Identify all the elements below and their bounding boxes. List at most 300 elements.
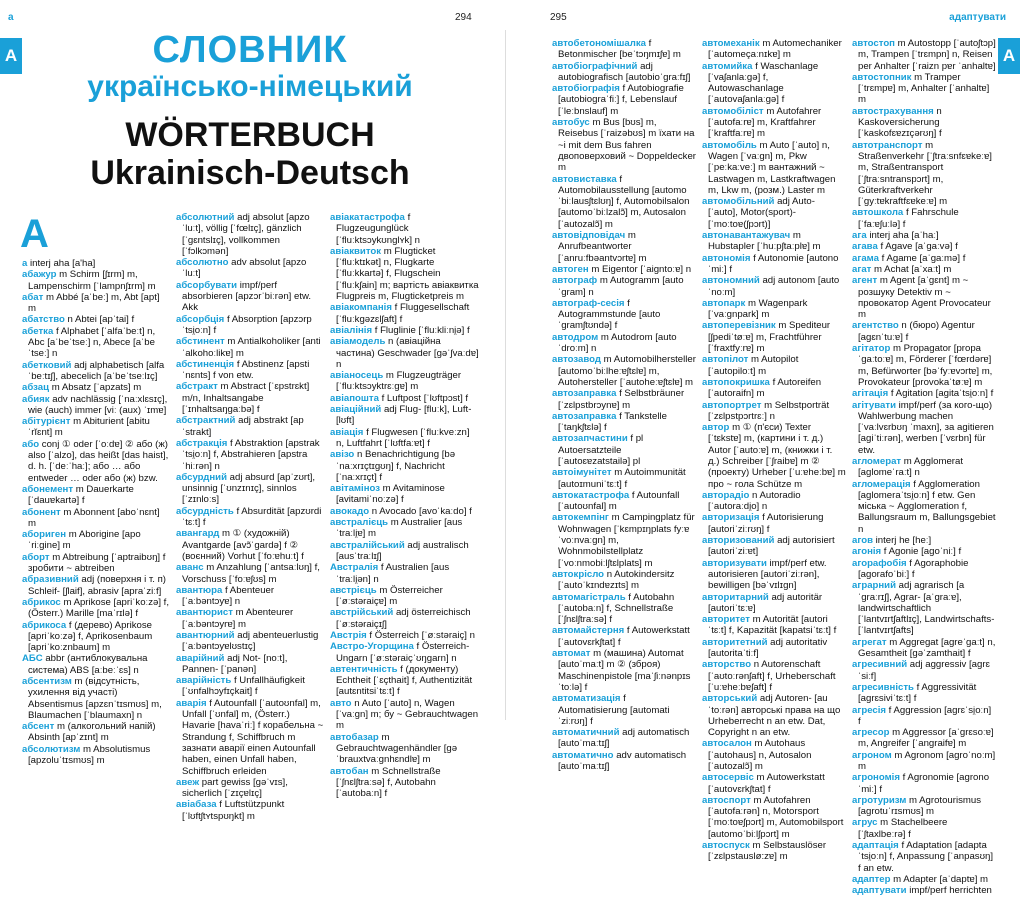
dictionary-entry: [552, 332, 696, 355]
headword: абсолютний: [176, 212, 235, 223]
headword: абатство: [22, 314, 65, 326]
headword: аварійний: [176, 652, 225, 664]
dictionary-entry: [852, 72, 996, 106]
headword: або: [22, 438, 40, 450]
headword: Австрія: [330, 629, 367, 641]
dictionary-entry: [702, 253, 846, 276]
dictionary-entry: [852, 241, 996, 252]
definition: f Agronomie [agronoˈmiː] f: [858, 772, 990, 795]
headword: автострахування: [852, 105, 934, 117]
dictionary-entry: [702, 795, 846, 840]
title-block: [60, 30, 440, 192]
title-line-2: українсько-німецький: [87, 70, 413, 103]
headword: авторський: [702, 693, 758, 705]
dictionary-entry: [852, 885, 996, 896]
headword: агітувати: [852, 399, 896, 411]
definition: m Abtreibung [ˈaptraibʊŋ] f зробити ~ abtreiben: [28, 551, 166, 575]
headword: авторизація: [702, 512, 760, 524]
dictionary-entry: [330, 506, 480, 517]
dictionary-entry: [330, 766, 480, 800]
dictionary-entry: [176, 777, 324, 800]
headword: агава: [852, 241, 878, 253]
dictionary-entry: [22, 597, 170, 620]
dictionary-entry: [852, 230, 996, 241]
definition: f Automobilausstellung [automoˈbiːlausʃtɛlʊŋ] f, Automobilsalon [automoˈbiːlzalɔ̃] m, Autosalon [ˈautozalɔ̃] m: [558, 173, 690, 230]
definition: m Abiturient [abituˈrĭɛnt] m: [28, 416, 150, 439]
headword: авіамодель: [330, 336, 386, 348]
dictionary-entry: [852, 207, 996, 230]
dictionary-entry: [22, 292, 170, 315]
definition: m Autohaus [ˈautohaus] n, Autosalon [ˈautozalɔ̃] m: [708, 738, 812, 772]
definition: adj Not- [noːt], Pannen- [ˈpanən]: [182, 652, 288, 675]
definition: m Aborigine [apoˈriːgine] m: [28, 529, 141, 552]
definition: n (авіаційна частина) Geschwader [gəˈʃvaːdɐ] n: [336, 336, 479, 370]
dictionary-entry: [552, 174, 696, 230]
definition: f Autogrammstunde [autoˈgramʃtʊndə] f: [558, 297, 661, 332]
headword: автобіографічний: [552, 60, 638, 72]
dictionary-entry: [330, 607, 480, 630]
headword: агрус: [852, 817, 878, 829]
dictionary-entry: [552, 354, 696, 388]
headword: абсурдний: [176, 471, 227, 483]
definition: f Flugwesen [ˈfluːkveːzn] n, Luftfahrt [ˈlʊftfaːɐt] f: [336, 426, 470, 449]
dictionary-entry: [552, 275, 696, 298]
definition: m Agrotourismus [agrotuˈrɪsmʊs] m: [858, 794, 982, 818]
headword: абсолютно: [176, 257, 229, 269]
definition: m Automobilhersteller [automoˈbiːlheːɐʃtɛlɐ] m, Autohersteller [ˈautoheːɐʃtɛlɐ] m: [558, 354, 696, 388]
dictionary-entry: [702, 320, 846, 354]
definition: interj he [heː]: [875, 535, 932, 547]
definition: n Kaskoversicherung [ˈkaskofɛɐzɪçərʊŋ] f: [858, 105, 942, 140]
definition: m Autogramm [autoˈgram] n: [558, 275, 684, 298]
definition: f Absorption [apzɔrpˈtsi̯oːn] f: [182, 313, 312, 336]
definition: m Tramper [ˈtrɛmpɐ] m, Anhalter [ˈanhaltɐ] m: [858, 71, 990, 106]
definition: f Autoreifen [ˈautoraifn] m: [708, 376, 822, 400]
headword: абетка: [22, 325, 54, 337]
dictionary-entry: [852, 343, 996, 388]
definition: m (алкогольний напій) Absinth [apˈzɪnt] m: [28, 721, 156, 744]
headword: автоматичний: [552, 727, 620, 739]
dictionary-entry: [330, 246, 480, 302]
headword: автопокришка: [702, 376, 770, 388]
definition: f Österreich [ˈøːstəraiç] n: [369, 629, 475, 641]
headword: авіаквиток: [330, 245, 382, 257]
dictionary-entry: [330, 540, 480, 563]
definition: m Aprikose [apriˈkoːzə] f, (Österr.) Marille [maˈrɪlə] f: [28, 596, 170, 620]
dictionary-entry: [852, 479, 996, 535]
headword: авторство: [702, 659, 752, 671]
headword: абразивний: [22, 574, 79, 586]
headword: австралієць: [330, 517, 389, 529]
headword: автовідповідач: [552, 230, 626, 242]
dictionary-entry: [176, 799, 324, 822]
definition: interj aha [aˈhaː]: [869, 230, 939, 242]
definition: m Wagenpark [ˈvaːgnpark] m: [708, 297, 808, 321]
definition: adv absolut [apzoˈluːt]: [182, 257, 307, 280]
headword: абсолютизм: [22, 743, 81, 755]
headword: Австро-Угорщина: [330, 641, 414, 653]
dictionary-entry: [22, 620, 170, 654]
running-head-right: адаптувати: [949, 12, 1006, 23]
headword: абстракція: [176, 437, 228, 449]
definition: m Gebrauchtwagenhändler [gəˈbrauxtvaːgnhɛndlɐ] m: [336, 731, 458, 766]
dictionary-entry: [330, 664, 480, 698]
definition: m (машина) Automat [autoˈmaːt] m ② (зброя) Maschinenpistole [maˈʃiːnənpɪsˈtoːlə] f: [558, 648, 691, 693]
headword: автозапчастини: [552, 433, 628, 445]
dictionary-entry: [852, 275, 996, 320]
headword: автономний: [702, 275, 760, 287]
headword: агресивний: [852, 659, 908, 671]
definition: f Australien [ausˈtraːli̯ən] n: [336, 562, 450, 585]
headword: агов: [852, 535, 873, 547]
definition: f Autounfall [ˈautoʊnfal] m: [558, 489, 680, 513]
dictionary-entry: [852, 38, 996, 72]
entry-column-1: [22, 258, 170, 766]
headword: абсурдність: [176, 505, 234, 517]
headword: а: [22, 258, 28, 269]
dictionary-entry: [22, 258, 170, 269]
headword: автоматизація: [552, 693, 621, 705]
headword: австрійський: [330, 607, 394, 619]
dictionary-entry: [702, 840, 846, 863]
definition: m Straßenverkehr [ˈʃtraːsnfɛɐkeːɐ] m, Straßentransport [ˈʃtraːsntranspɔrt] m, Güterkraftverkehr [ˈgyːtɐkraftfɛɐkeːɐ] m: [858, 139, 992, 208]
headword: автограф-сесія: [552, 297, 625, 309]
dictionary-entry: [552, 38, 696, 61]
entry-column-3: [330, 212, 480, 799]
headword: агрегат: [852, 636, 887, 648]
dictionary-entry: [330, 698, 480, 732]
headword: абориген: [22, 529, 67, 541]
dictionary-entry: [702, 614, 846, 637]
definition: f Adaptation [adaptaˈtsi̯oːn] f, Anpassung [ˈanpasʊŋ] f an etw.: [858, 840, 994, 874]
definition: m Autowerkstatt [ˈautovɛrkʃtat] f: [708, 772, 825, 795]
dictionary-entry: [702, 106, 846, 140]
definition: m Autorität [autoriˈtɛːt] f, Kapazität [kapatsiˈtɛːt] f: [708, 614, 837, 637]
headword: автомат: [552, 648, 591, 660]
definition: f (документу) Echtheit [ˈɛçthait] f, Authentizität [autɛntitsiˈtɛːt] f: [336, 663, 473, 698]
dictionary-entry: [330, 449, 480, 483]
dictionary-entry: [702, 61, 846, 106]
dictionary-entry: [552, 61, 696, 84]
definition: m Absolutismus [apzoluˈtɪsmʊs] m: [28, 743, 151, 767]
definition: f Autonomie [autonoˈmiː] f: [708, 252, 839, 275]
dictionary-entry: [852, 727, 996, 750]
definition: adj abstrakt [apˈstrakt]: [182, 415, 304, 438]
dictionary-entry: [852, 874, 996, 885]
headword: автоматично: [552, 749, 614, 761]
headword: авіаносець: [330, 370, 384, 382]
headword: аборт: [22, 551, 50, 563]
dictionary-entry: [176, 438, 324, 472]
dictionary-entry: [22, 552, 170, 575]
dictionary-entry: [22, 676, 170, 721]
dictionary-entry: [852, 320, 996, 343]
headword: авеж: [176, 776, 200, 788]
headword: авіакомпанія: [330, 302, 392, 314]
headword: ага: [852, 230, 867, 242]
definition: f Autobahn [ˈautobaːn] f, Schnellstraße [ˈʃnɛlʃtraːsə] f: [558, 591, 675, 626]
dictionary-entry: [702, 637, 846, 660]
dictionary-entry: [176, 630, 324, 653]
dictionary-entry: [330, 404, 480, 427]
dictionary-entry: [176, 280, 324, 314]
headword: абсент: [22, 721, 55, 733]
definition: abbr (антиблокувальна система) ABS [aːbeːˈɛs] n: [28, 653, 148, 676]
definition: impf/perf (за кого-що) Wahlwerbung machen [ˈvaːlvɛrbʊŋ ˈmaxn], за agitieren [agiˈtiːrən], werben [ˈvɛrbn] für etw.: [858, 399, 994, 456]
definition: n Autorenschaft [ˈaʊtoːrənʃaft] f, Urheberschaft [ˈuːɐheːbɐʃaft] f: [708, 659, 836, 693]
definition: adj alphabetisch [alfaˈbeːtɪʃ], abecelich [aˈbeˈtseːlɪç]: [28, 359, 165, 382]
headword: австралійський: [330, 539, 405, 551]
dictionary-entry: [176, 359, 324, 382]
definition: m Automechaniker [ˈautomeçaːnɪkɐ] m: [708, 38, 842, 61]
dictionary-entry: [702, 558, 846, 592]
dictionary-entry: [22, 314, 170, 325]
definition: m Aggregat [agreˈgaːt] n, Gesamtheit [gəˈzamthait] f: [858, 636, 996, 660]
headword: аванс: [176, 562, 204, 574]
dictionary-entry: [22, 507, 170, 530]
dictionary-entry: [552, 727, 696, 750]
dictionary-entry: [330, 585, 480, 608]
headword: агентство: [852, 320, 899, 332]
dictionary-entry: [702, 196, 846, 230]
dictionary-entry: [176, 698, 324, 777]
headword: автотранспорт: [852, 139, 923, 151]
definition: f Agonie [agoˈniː] f: [883, 546, 962, 558]
entry-column-6: [852, 38, 996, 897]
definition: adv nachlässig [ˈnaːxlɛsɪç], wie (auch) immer [viː (aux) ˈɪmɐ]: [28, 393, 168, 416]
dictionary-entry: [852, 253, 996, 264]
definition: m Dauerkarte [ˈdauɐkartə] f: [28, 483, 134, 507]
headword: адаптер: [852, 873, 891, 885]
dictionary-entry: [22, 744, 170, 767]
dictionary-entry: [852, 637, 996, 660]
headword: автомобільний: [702, 196, 775, 208]
dictionary-entry: [176, 212, 324, 257]
headword: авантюрист: [176, 607, 233, 619]
dictionary-entry: [22, 484, 170, 507]
dictionary-entry: [852, 106, 996, 140]
definition: f Autorisierung [autoriˈziːrʊŋ] f: [708, 512, 824, 535]
headword: автозавод: [552, 354, 601, 366]
definition: f Agitation [agitaˈtsi̯oːn] f: [890, 388, 994, 400]
dictionary-entry: [852, 659, 996, 682]
dictionary-entry: [552, 592, 696, 626]
dictionary-entry: [852, 772, 996, 795]
headword: адаптувати: [852, 885, 907, 897]
definition: f Agglomeration [aglomeraˈtsi̯oːn] f etw. Gen міська ~ Agglomeration f, Ballungsraum m, Ballungsgebiet n: [858, 478, 996, 535]
definition: m Achat [aˈxaːt] m: [874, 263, 952, 275]
definition: adj autobiografisch [autobioˈgraːfɪʃ]: [558, 60, 691, 83]
definition: m Eigentor [ˈaigntoːɐ] n: [591, 263, 692, 275]
definition: m Selbstporträt [ˈzɛlpstpɔrtrɛː] n: [708, 399, 830, 422]
dictionary-entry: [852, 817, 996, 840]
dictionary-entry: [702, 490, 846, 513]
definition: m Schnellstraße [ˈʃnɛlʃtraːsə] f, Autobahn [ˈautobaːn] f: [336, 765, 441, 800]
headword: автобус: [552, 117, 590, 129]
headword: автошкола: [852, 207, 904, 219]
headword: автомайстерня: [552, 625, 625, 637]
dictionary-entry: [552, 490, 696, 513]
headword: агломерація: [852, 478, 911, 490]
headword: агресор: [852, 727, 890, 739]
dictionary-entry: [176, 381, 324, 415]
dictionary-entry: [22, 529, 170, 552]
dictionary-entry: [176, 472, 324, 506]
definition: m Autofahren [ˈautofaːrən] n, Motorsport [ˈmoːtoɐʃpɔrt] m, Automobilsport [automoˈbiːlʃpɔrt] m: [708, 794, 844, 840]
dictionary-entry: [330, 732, 480, 766]
headword: агент: [852, 275, 878, 287]
headword: абсорбувати: [176, 279, 238, 291]
dictionary-entry: [552, 693, 696, 727]
definition: f Luftpost [ˈlʊftpɔst] f: [381, 392, 469, 404]
dictionary-entry: [702, 592, 846, 615]
headword: автонавантажувач: [702, 230, 791, 242]
headword: абсорбція: [176, 313, 225, 325]
dictionary-entry: [22, 439, 170, 484]
dictionary-entry: [552, 230, 696, 264]
headword: автомобіліст: [702, 105, 764, 117]
definition: adv automatisch [autoˈmaːtɪʃ]: [558, 749, 687, 772]
headword: агресивність: [852, 681, 914, 693]
headword: автоперевізник: [702, 320, 776, 332]
dictionary-entry: [852, 558, 996, 581]
headword: автобіографія: [552, 83, 620, 95]
headword: аварія: [176, 697, 207, 709]
definition: m Stachelbeere [ˈʃtaxlbeːrə] f: [858, 817, 948, 840]
headword: автосалон: [702, 738, 752, 750]
dictionary-entry: [702, 38, 846, 61]
dictionary-entry: [22, 326, 170, 360]
definition: m Australier [ausˈtraːli̯ɐ] m: [336, 517, 463, 540]
headword: абажур: [22, 269, 57, 281]
definition: m (відсутність, ухилення від участі) Absentismus [apzɛnˈtɪsmʊs] m, Blaumachen [ˈblaumaxn] n: [28, 675, 162, 721]
definition: adj absolut [apzoˈluːt], völlig [ˈfœlɪç], gänzlich [ˈgɛntslɪç], vollkommen [ˈfɔlkɔmən]: [182, 212, 310, 257]
definition: adj österreichisch [ˈøːstəraiçɪʃ]: [336, 607, 471, 630]
dictionary-entry: [552, 648, 696, 693]
dictionary-entry: [852, 535, 996, 546]
definition: m Autodrom [autoˈdroːm] n: [558, 331, 677, 355]
dictionary-entry: [702, 535, 846, 558]
definition: adj aggressiv [agrɛˈsiːf]: [858, 659, 990, 682]
definition: m Autostopp [ˈautoʃtɔp] m, Trampen [ˈtrɛmpn] n, Reisen per Anhalter [ˈraizn pɐr ˈanhaltɐ]: [858, 38, 996, 72]
headword: агама: [852, 252, 879, 264]
headword: адаптація: [852, 840, 899, 852]
definition: conj ① oder [ˈoːdɐ] ② або (ж) also [ˈalzo], das heißt [das haist], d. h. [ˈdeːˈhaː]; або … або entweder … oder або (ж) bzw.: [28, 438, 169, 484]
thumb-tab-left: А: [0, 38, 22, 74]
headword: автомобіль: [702, 139, 757, 151]
dictionary-entry: [176, 257, 324, 280]
headword: авангард: [176, 528, 220, 540]
definition: m ① (п'єси) Texter [ˈtɛkstɐ] m, (картини і т. д.) Autor [ˈautoːɐ] m, (книжки і т. д.) Schreiber [ˈʃraibɐ] m ② (проекту) Urheber [ˈuːɐheːbɐ] m про ~ гола Schütze m: [708, 422, 846, 490]
headword: агрономія: [852, 772, 900, 784]
headword: автовиставка: [552, 173, 617, 185]
definition: f Betonmischer [beˈtɔŋmɪʃɐ] m: [558, 38, 681, 61]
page-number-right: 295: [550, 12, 567, 23]
dictionary-entry: [852, 456, 996, 479]
headword: абітурієнт: [22, 416, 71, 428]
entry-column-2: [176, 212, 324, 822]
definition: f Aggression [agrɛˈsi̯oːn] f: [858, 704, 992, 727]
definition: n Auto [ˈauto] n, Wagen [ˈvaːgn] m; бу ~ Gebrauchtwagen m: [336, 697, 479, 732]
definition: m Auto [ˈauto] n, Wagen [ˈvaːgn] m, Pkw [ˈpeːkaːveː] m вантажний ~ Lastwagen m, Lastkraftwagen m, Lkw m, (розм.) Laster m: [708, 139, 836, 196]
dictionary-entry: [852, 580, 996, 636]
definition: f Abstraktion [apstrakˈtsi̯oːn] f, Abstrahieren [apstraˈhiːrən] n: [182, 437, 320, 472]
headword: агротуризм: [852, 794, 907, 806]
dictionary-entry: [702, 659, 846, 693]
headword: авторизований: [702, 535, 775, 547]
dictionary-entry: [852, 400, 996, 456]
dictionary-entry: [702, 422, 846, 490]
dictionary-entry: [330, 302, 480, 325]
headword: авантюра: [176, 584, 223, 596]
dictionary-entry: [552, 83, 696, 117]
headword: абстиненція: [176, 358, 235, 370]
dictionary-entry: [702, 140, 846, 196]
definition: f Aggressivität [agrɛsiviˈtɛːt] f: [858, 681, 977, 705]
headword: АБС: [22, 653, 43, 665]
definition: adj autonom [autoˈnoːm]: [708, 275, 840, 298]
headword: агресія: [852, 704, 886, 716]
headword: аварійність: [176, 675, 232, 687]
definition: m Autofahrer [ˈautofaːrɐ] m, Kraftfahrer [ˈkraftfaːrɐ] m: [708, 105, 822, 140]
definition: adj abenteuerlustig [ˈaːbəntɔyɐlʊstɪç]: [182, 629, 319, 653]
definition: f Selbstbräuner [ˈzɛlpstbrɔynɐ] m: [558, 388, 685, 411]
headword: автоімунітет: [552, 467, 612, 479]
dictionary-entry: [330, 212, 480, 246]
definition: n Autoradio [ˈautoraːdi̯o] n: [708, 489, 801, 513]
definition: adj Auto- [ˈauto], Motor(sport)- [ˈmoːtoɐ(ʃpɔrt)]: [708, 196, 815, 230]
dictionary-entry: [852, 388, 996, 399]
headword: абрикос: [22, 596, 61, 608]
gutter-divider: [505, 30, 506, 720]
title-line-3: WÖRTERBUCH: [125, 116, 375, 154]
definition: m Propagator [propaˈgaːtoːɐ] m, Förderer [ˈfœrdərɐ] m, Befürworter [bəˈfyːɐvɔrtɐ] m, Provokateur [provokaˈtøːɐ] m: [858, 343, 993, 388]
dictionary-entry: [852, 840, 996, 874]
dictionary-entry: [330, 483, 480, 506]
dictionary-entry: [702, 738, 846, 772]
dictionary-entry: [330, 427, 480, 450]
definition: m Campingplatz für Wohnwagen [ˈkɛmpɪŋplats fyːɐ ˈvoːnvaːgn] m, Wohnmobilstellplatz [ˈvoːnmobiːlʃtɛlplats] m: [558, 512, 695, 569]
dictionary-entry: [552, 388, 696, 411]
dictionary-entry: [552, 512, 696, 568]
headword: автоспуск: [702, 840, 750, 852]
headword: автоген: [552, 263, 589, 275]
definition: f Agoraphobie [agorafoˈbiː] f: [858, 557, 969, 580]
dictionary-entry: [330, 630, 480, 641]
dictionary-entry: [176, 607, 324, 630]
definition: adj Flug- [fluːk], Luft- [lʊft]: [336, 404, 472, 427]
definition: f Fahrschule [ˈfaːɐʃuːlə] f: [858, 207, 959, 230]
dictionary-entry: [552, 625, 696, 648]
definition: m Abonnent [aboˈnɛnt] m: [28, 506, 160, 529]
headword: авітаміноз: [330, 483, 380, 495]
definition: adj (поверхня і т. п) Schleif- [ʃlaif], abrasiv [apraˈziːf]: [28, 574, 166, 597]
dictionary-entry: [330, 641, 480, 664]
headword: автосервіс: [702, 772, 754, 784]
definition: m Agent [aˈgɛnt] m ~ розшуку Detektiv m ~ провокатор Agent Provocateur m: [858, 275, 991, 321]
dictionary-entry: [552, 298, 696, 332]
definition: adj autorisiert [autoriˈziːɐt]: [708, 535, 835, 558]
definition: adj australisch [ausˈtraːlɪʃ]: [336, 539, 469, 562]
definition: m Selbstauslöser [ˈzɛlpstauslø:zɐ] m: [708, 840, 827, 863]
headword: авантюрний: [176, 629, 235, 641]
headword: агроном: [852, 749, 892, 761]
definition: m Absatz [ˈapzats] m: [51, 382, 142, 394]
definition: m ① (художній) Avantgarde [avɔ̃ˈgardə] f ② (воєнний) Vorhut [ˈfoːɐhuːt] f: [182, 528, 304, 562]
definition: m Abstract [ˈɛpstrɛkt] m/n, Inhaltsangabe [ˈɪnhaltsaŋgaːbə] f: [182, 381, 310, 416]
headword: абстракт: [176, 381, 218, 393]
headword: автопарк: [702, 297, 746, 309]
